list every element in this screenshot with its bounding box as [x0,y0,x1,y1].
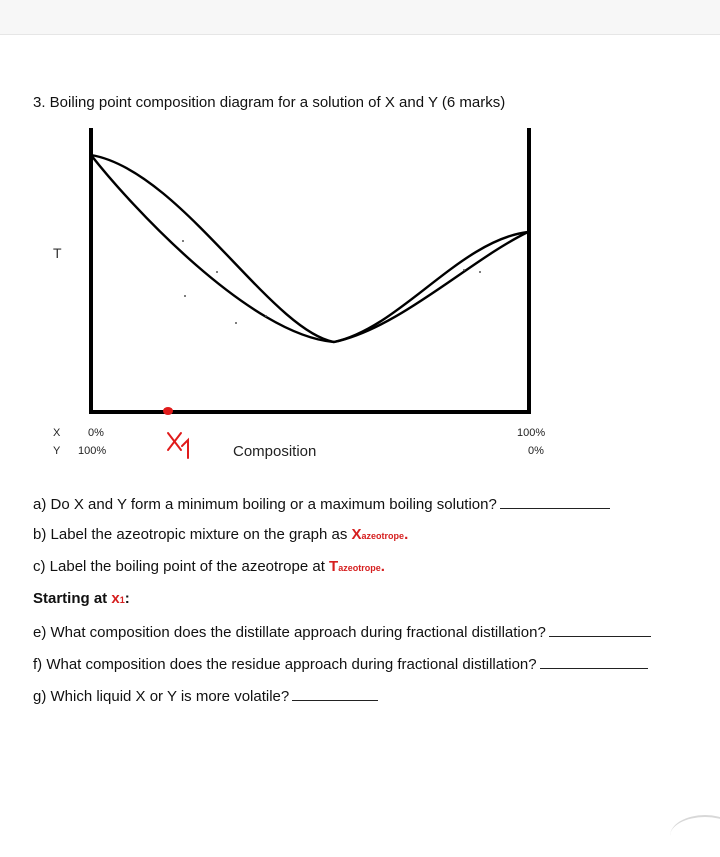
stray-dot [265,315,267,317]
question-c: c) Label the boiling point of the azeotrope at Tazeotrope. [33,558,385,575]
stray-dot [463,269,465,271]
question-title: 3. Boiling point composition diagram for a solution of X and Y (6 marks) [33,94,506,111]
stray-dot [235,322,237,324]
x-azeotrope-term: Xazeotrope. [351,526,409,543]
starting-at-heading: Starting at x1: [33,590,130,607]
answer-a-blank[interactable] [500,494,610,509]
question-f: f) What composition does the residue approach during fractional distillation? [33,654,648,673]
answer-f-blank[interactable] [540,654,648,669]
x1-marker [163,407,173,415]
composition-label: Composition [233,443,317,460]
question-e: e) What composition does the distillate approach during fractional distillation? [33,622,651,641]
page-curl [670,815,720,857]
stray-dot [184,295,186,297]
y-right-percent: 0% [528,445,544,457]
t-axis-label: T [53,245,62,261]
x-right-percent: 100% [517,427,546,439]
y-left-percent: 100% [78,445,107,457]
answer-g-blank[interactable] [292,686,378,701]
question-g: g) Which liquid X or Y is more volatile? [33,686,378,705]
question-a: a) Do X and Y form a minimum boiling or a maximum boiling solution? [33,494,610,513]
liquid-curve [91,155,528,342]
question-b: b) Label the azeotropic mixture on the graph as Xazeotrope. [33,526,409,543]
y-row-label: Y [53,445,61,457]
vapour-curve [91,155,528,342]
x-left-percent: 0% [88,427,104,439]
x-row-label: X [53,427,61,439]
handwritten-x1-mark [168,433,188,458]
stray-dot [182,240,184,242]
t-azeotrope-term: Tazeotrope. [329,558,385,575]
answer-e-blank[interactable] [549,622,651,637]
stray-dot [216,271,218,273]
stray-dot [479,271,481,273]
